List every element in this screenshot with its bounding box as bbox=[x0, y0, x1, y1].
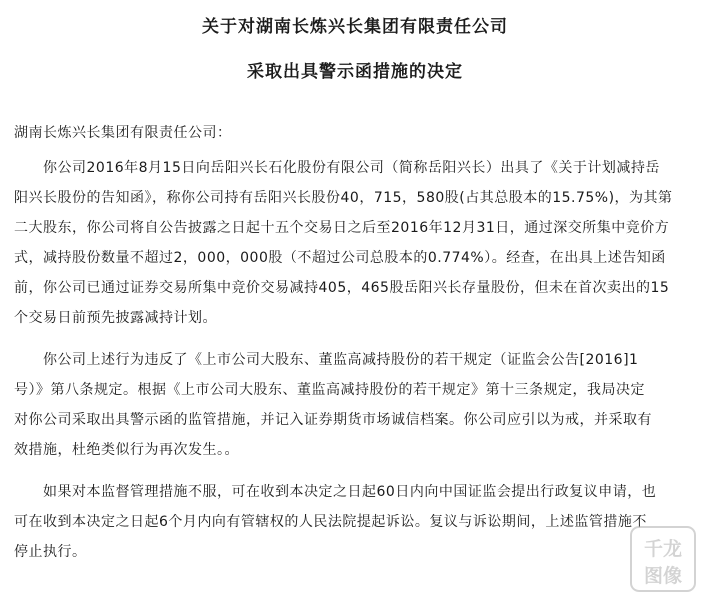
paragraph-2 bbox=[14, 345, 698, 465]
paragraph-1 bbox=[14, 153, 698, 333]
paragraph-line: 你公司上述行为违反了《上市公司大股东、董监高减持股份的若干规定（证监会公告[2016]1 bbox=[14, 352, 639, 368]
paragraph-line: 你公司2016年8月15日向岳阳兴长石化股份有限公司（简称岳阳兴长）出具了《关于计划减持岳 bbox=[14, 160, 660, 176]
paragraph-line: 效措施，杜绝类似行为再次发生。。 bbox=[14, 442, 239, 458]
paragraph-line: 号）》第八条规定。根据《上市公司大股东、董监高减持股份的若干规定》第十三条规定，我局决定 bbox=[14, 382, 645, 398]
paragraph-line: 对你公司采取出具警示函的监管措施，并记入证券期货市场诚信档案。你公司应引以为戒，并采取有 bbox=[14, 412, 652, 428]
paragraph-line: 阳兴长股份的告知函》，称你公司持有岳阳兴长股份40，715，580股(占其总股本的15.75%)，为其第 bbox=[14, 190, 673, 206]
paragraph-line: 式，减持股份数量不超过2，000，000股（不超过公司总股本的0.774%）。经查，在出具上述告知函 bbox=[14, 250, 666, 266]
addressee: 湖南长炼兴长集团有限责任公司： bbox=[14, 125, 232, 141]
watermark-text-top: 千龙 bbox=[643, 538, 683, 560]
paragraph-line: 可在收到本决定之日起6个月内向有管辖权的人民法院提起诉讼。复议与诉讼期间，上述监管措施不 bbox=[14, 514, 647, 530]
paragraph-3 bbox=[14, 477, 698, 567]
document-title-line-2: 采取出具警示函措施的决定 bbox=[247, 62, 463, 82]
paragraph-line: 停止执行。 bbox=[14, 544, 87, 560]
paragraph-line: 个交易日前预先披露减持计划。 bbox=[14, 310, 217, 326]
qianlong-watermark-icon bbox=[628, 524, 698, 594]
document-title-line-1: 关于对湖南长炼兴长集团有限责任公司 bbox=[202, 17, 508, 37]
paragraph-line: 二大股东，你公司将自公告披露之日起十五个交易日之后至2016年12月31日，通过深交所集中竞价方 bbox=[14, 220, 670, 236]
paragraph-line: 前，你公司已通过证券交易所集中竞价交易减持405，465股岳阳兴长存量股份，但未在首次卖出的15 bbox=[14, 280, 670, 296]
watermark-text-bottom: 图像 bbox=[643, 565, 683, 587]
paragraph-line: 如果对本监督管理措施不服，可在收到本决定之日起60日内向中国证监会提出行政复议申请，也 bbox=[14, 484, 657, 500]
